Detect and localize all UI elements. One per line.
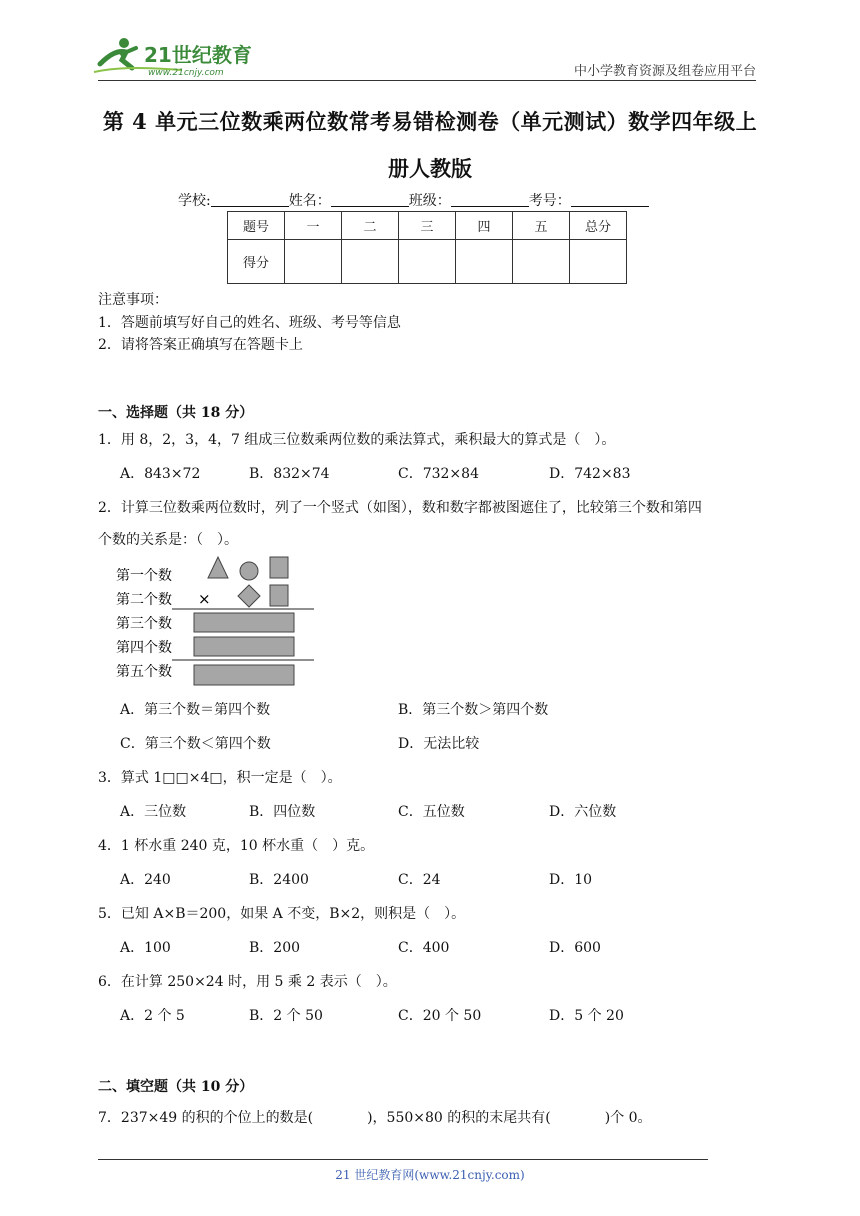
score-header-cell: 题号: [228, 212, 285, 240]
q6-option-a[interactable]: A．2 个 5: [120, 1008, 185, 1024]
q2-option-b[interactable]: B．第三个数＞第四个数: [398, 702, 549, 718]
score-header-cell: 一: [285, 212, 342, 240]
exam-no-label: 考号：: [528, 193, 571, 209]
q4-option-c[interactable]: C．24: [398, 872, 441, 888]
svg-text:www.21cnjy.com: www.21cnjy.com: [148, 68, 224, 78]
q6-option-c[interactable]: C．20 个 50: [398, 1008, 482, 1024]
site-logo: [92, 34, 262, 78]
q3-option-d[interactable]: D．六位数: [549, 804, 617, 820]
q3-option-a[interactable]: A．三位数: [120, 804, 187, 820]
question-4: 4．1 杯水重 240 克，10 杯水重（ ）克。: [98, 838, 375, 854]
q1-option-c[interactable]: C．732×84: [398, 466, 479, 482]
score-cell[interactable]: [513, 240, 570, 284]
q2-option-c[interactable]: C．第三个数＜第四个数: [120, 736, 271, 752]
q7-part3: )个 0。: [604, 1110, 652, 1126]
q5-option-a[interactable]: A．100: [120, 940, 171, 956]
notes-heading: 注意事项：: [98, 292, 168, 308]
question-7: [98, 1107, 652, 1127]
diagram-label-fifth: 第五个数: [116, 664, 172, 680]
circle-shape: [240, 562, 258, 580]
class-field[interactable]: [451, 192, 529, 207]
q3-option-c[interactable]: C．五位数: [398, 804, 465, 820]
q5-option-b[interactable]: B．200: [249, 940, 301, 956]
q5-option-c[interactable]: C．400: [398, 940, 450, 956]
score-header-cell: 四: [456, 212, 513, 240]
score-cell[interactable]: [342, 240, 399, 284]
fourth-number-bar: [194, 637, 294, 656]
question-2-line1: 2．计算三位数乘两位数时，列了一个竖式（如图），数和数字都被图遮住了，比较第三个数和第四: [98, 500, 702, 516]
q6-option-b[interactable]: B．2 个 50: [249, 1008, 323, 1024]
footer-divider: [98, 1159, 708, 1160]
vertical-multiplication-diagram: [114, 554, 320, 690]
score-cell[interactable]: [285, 240, 342, 284]
header-divider: [98, 80, 756, 81]
q6-option-d[interactable]: D．5 个 20: [549, 1008, 624, 1024]
third-number-bar: [194, 613, 294, 632]
diagram-label-fourth: 第四个数: [116, 640, 172, 656]
score-header-cell: 二: [342, 212, 399, 240]
header-platform-text: 中小学教育资源及组卷应用平台: [573, 64, 756, 79]
diagram-label-first: 第一个数: [116, 568, 172, 584]
name-label: 姓名：: [288, 193, 331, 209]
square-shape-bottom: [270, 585, 288, 606]
exam-no-field[interactable]: [571, 192, 649, 207]
note-item: 2．请将答案正确填写在答题卡上: [98, 337, 303, 353]
q1-option-a[interactable]: A．843×72: [120, 466, 201, 482]
question-6: 6．在计算 250×24 时，用 5 乘 2 表示（ ）。: [98, 974, 397, 990]
q4-option-d[interactable]: D．10: [549, 872, 593, 888]
q3-option-b[interactable]: B．四位数: [249, 804, 316, 820]
question-3: 3．算式 1□□×4□，积一定是（ ）。: [98, 770, 342, 786]
score-cell[interactable]: [570, 240, 627, 284]
q1-option-d[interactable]: D．742×83: [549, 466, 631, 482]
square-shape-top: [270, 557, 288, 578]
q5-option-d[interactable]: D．600: [549, 940, 601, 956]
score-header-cell: 三: [399, 212, 456, 240]
fifth-number-bar: [194, 665, 294, 685]
q7-part1: 7．237×49 的积的个位上的数是(: [98, 1110, 314, 1126]
svg-text:21世纪教育: 21世纪教育: [144, 43, 252, 67]
triangle-shape: [208, 557, 228, 578]
class-label: 班级：: [408, 193, 451, 209]
score-table: [227, 211, 627, 284]
score-header-cell: 总分: [570, 212, 627, 240]
q2-option-d[interactable]: D．无法比较: [398, 736, 480, 752]
note-item: 1．答题前填写好自己的姓名、班级、考号等信息: [98, 315, 401, 331]
name-field[interactable]: [331, 192, 409, 207]
question-2-line2: 个数的关系是：（ ）。: [98, 532, 238, 548]
diagram-label-second: 第二个数: [116, 592, 172, 608]
school-label: 学校:: [178, 193, 211, 209]
question-1: 1．用 8，2，3，4，7 组成三位数乘两位数的乘法算式，乘积最大的算式是（ ）。: [98, 432, 616, 448]
section-heading-fill: 二、填空题（共 10 分）: [98, 1079, 254, 1095]
q4-option-b[interactable]: B．2400: [249, 872, 309, 888]
page-title: 第 4 单元三位数乘两位数常考易错检测卷（单元测试）数学四年级上: [102, 109, 758, 134]
student-info-line: [178, 190, 649, 210]
question-5: 5．已知 A×B＝200，如果 A 不变，B×2，则积是（ ）。: [98, 906, 466, 922]
score-cell[interactable]: [456, 240, 513, 284]
page-title-line2: 册人教版: [388, 156, 472, 181]
score-cell[interactable]: [399, 240, 456, 284]
times-sign: ×: [198, 590, 211, 608]
q4-option-a[interactable]: A．240: [120, 872, 171, 888]
q2-option-a[interactable]: A．第三个数＝第四个数: [120, 702, 271, 718]
score-header-cell: 五: [513, 212, 570, 240]
q7-part2: )，550×80 的积的末尾共有(: [367, 1110, 551, 1126]
footer-link[interactable]: 21 世纪教育网(www.21cnjy.com): [335, 1168, 525, 1182]
diagram-label-third: 第三个数: [116, 616, 172, 632]
diamond-shape: [238, 585, 260, 607]
school-field[interactable]: [211, 192, 289, 207]
q1-option-b[interactable]: B．832×74: [249, 466, 330, 482]
section-heading-choice: 一、选择题（共 18 分）: [98, 405, 254, 421]
score-row-label: 得分: [228, 240, 285, 284]
